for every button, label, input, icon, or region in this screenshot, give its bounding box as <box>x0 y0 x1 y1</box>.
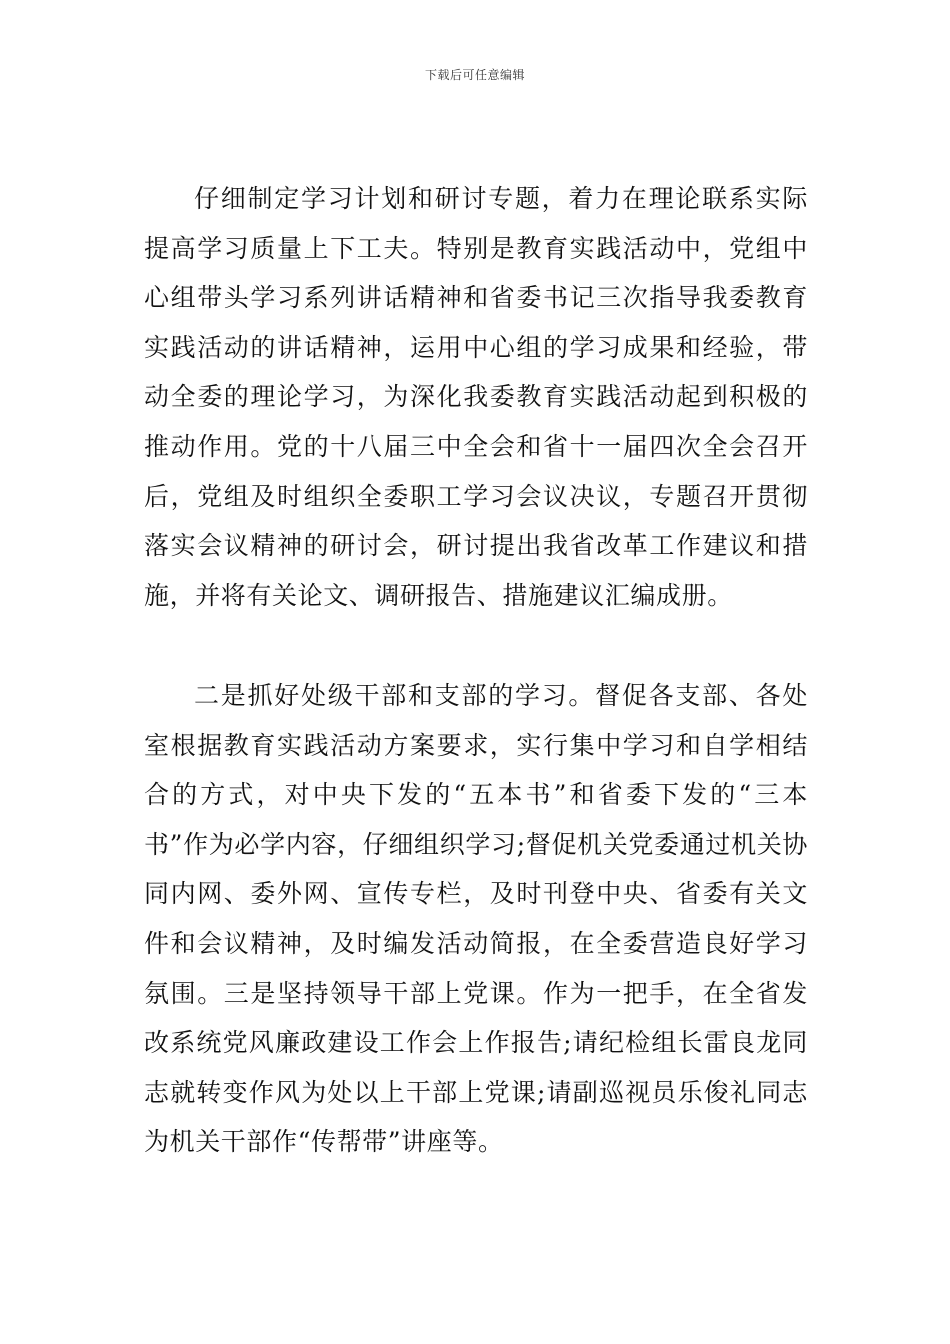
header-note: 下载后可任意编辑 <box>424 68 525 82</box>
paragraph-1: 仔细制定学习计划和研讨专题，着力在理论联系实际提高学习质量上下工夫。特别是教育实践活动中，党组中心组带头学习系列讲话精神和省委书记三次指导我委教育实践活动的讲话精神，运用中心组的学习成果和经验，带动全委的理论学习，为深化我委教育实践活动起到积极的推动作用。党的十八届三中全会和省十一届四次全会召开后，党组及时组织全委职工学习会议决议，专题召开贯彻落实会议精神的研讨会，研讨提出我省改革工作建议和措施，并将有关论文、调研报告、措施建议汇编成册。 <box>144 184 808 610</box>
paragraph-2: 二是抓好处级干部和支部的学习。督促各支部、各处室根据教育实践活动方案要求，实行集中学习和自学相结合的方式，对中央下发的“五本书”和省委下发的“三本书”作为必学内容，仔细组织学习;督促机关党委通过机关协同内网、委外网、宣传专栏，及时刊登中央、省委有关文件和会议精神，及时编发活动简报，在全委营造良好学习氛围。三是坚持领导干部上党课。作为一把手，在全省发改系统党风廉政建设工作会上作报告;请纪检组长雷良龙同志就转变作风为处以上干部上党课;请副巡视员乐俊礼同志为机关干部作“传帮带”讲座等。 <box>144 681 808 1157</box>
paragraph-block-1 <box>144 174 808 620</box>
paragraph-block-2 <box>144 671 808 1167</box>
